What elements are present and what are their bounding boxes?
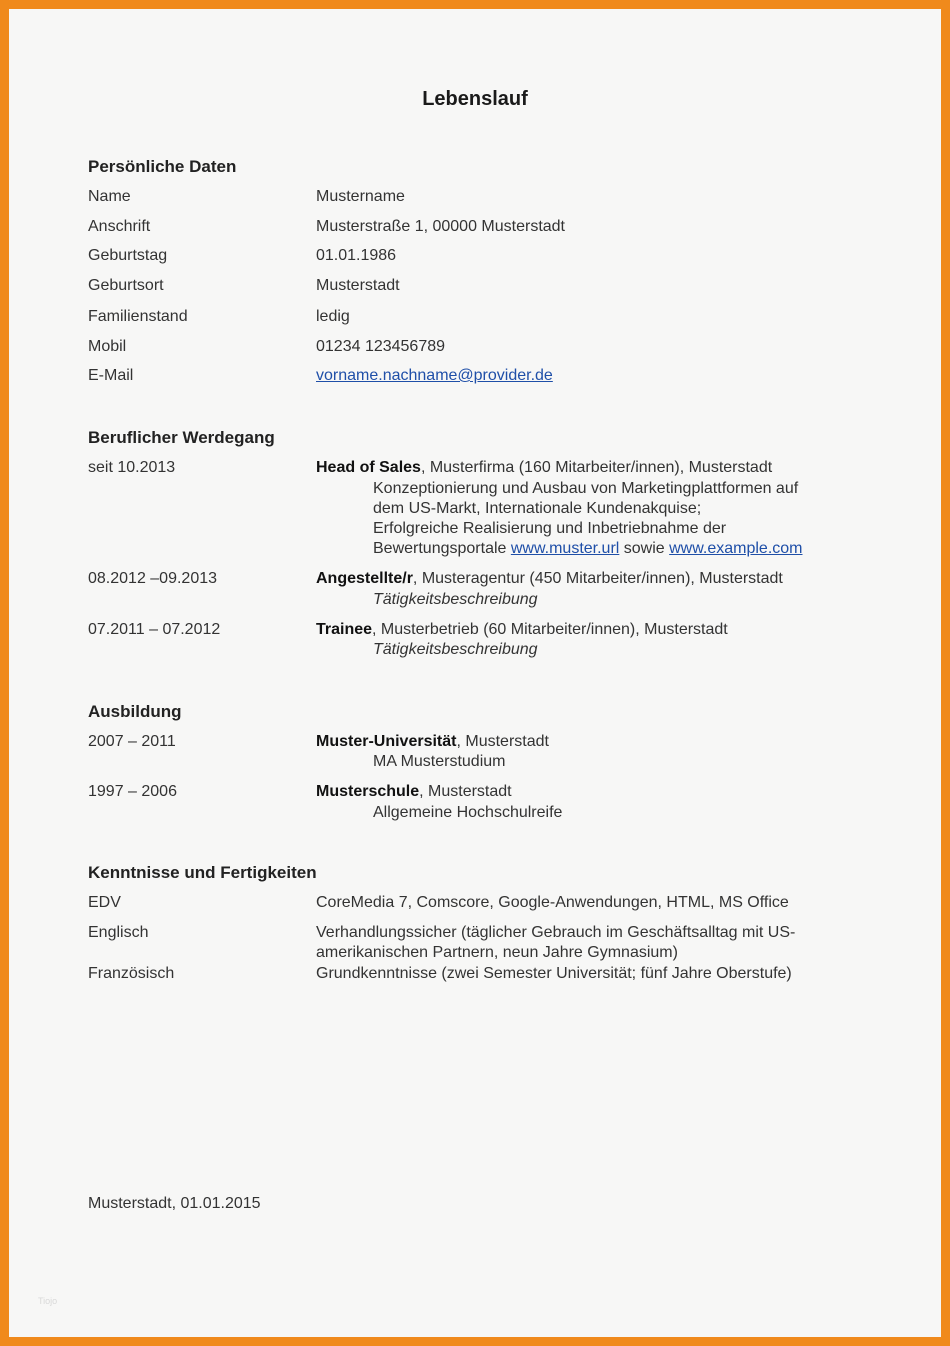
skill-value-french: Grundkenntnisse (zwei Semester Universität; fünf Jahre Oberstufe) bbox=[316, 965, 792, 982]
institution-place: , Musterstadt bbox=[419, 783, 512, 800]
job-description-line: Konzeptionierung und Ausbau von Marketingplattformen auf bbox=[373, 480, 799, 497]
education-date: 2007 – 2011 bbox=[88, 733, 176, 750]
education-date: 1997 – 2006 bbox=[88, 783, 177, 800]
value-name: Mustername bbox=[316, 188, 405, 205]
example-url-link[interactable]: www.example.com bbox=[669, 540, 803, 557]
skill-label-edv: EDV bbox=[88, 894, 121, 911]
institution-name: Muster-Universität bbox=[316, 733, 457, 750]
job-description-line: Erfolgreiche Realisierung und Inbetriebnahme der bbox=[373, 520, 727, 537]
label-birthdate: Geburtstag bbox=[88, 247, 168, 264]
section-heading-career: Beruflicher Werdegang bbox=[88, 428, 275, 447]
label-birthplace: Geburtsort bbox=[88, 277, 164, 294]
job-company: , Musterbetrieb (60 Mitarbeiter/innen), Musterstadt bbox=[372, 621, 728, 638]
education-degree: MA Musterstudium bbox=[373, 753, 506, 770]
education-degree: Allgemeine Hochschulreife bbox=[373, 804, 563, 821]
email-link[interactable]: vorname.nachname@provider.de bbox=[316, 367, 553, 384]
skill-label-english: Englisch bbox=[88, 924, 149, 941]
job-company: , Musterfirma (160 Mitarbeiter/innen), Musterstadt bbox=[420, 459, 773, 476]
career-position bbox=[316, 621, 728, 639]
connector-text: sowie bbox=[619, 540, 670, 557]
value-mobile: 01234 123456789 bbox=[316, 338, 446, 355]
value-marital-status: ledig bbox=[316, 308, 350, 325]
place-date: Musterstadt, 01.01.2015 bbox=[88, 1195, 261, 1212]
section-heading-skills: Kenntnisse und Fertigkeiten bbox=[88, 863, 317, 882]
skill-value-edv: CoreMedia 7, Comscore, Google-Anwendungen, HTML, MS Office bbox=[316, 894, 789, 911]
muster-url-link[interactable]: www.muster.url bbox=[510, 540, 620, 557]
education-institution bbox=[316, 783, 512, 801]
skill-value-english: Verhandlungssicher (täglicher Gebrauch im Geschäftsalltag mit US- bbox=[316, 924, 796, 941]
job-description-line bbox=[373, 540, 803, 558]
career-date: seit 10.2013 bbox=[88, 459, 176, 476]
job-title: Angestellte/r bbox=[316, 570, 413, 587]
career-date: 08.2012 –09.2013 bbox=[88, 570, 218, 587]
career-position bbox=[316, 570, 783, 588]
page-title: Lebenslauf bbox=[422, 88, 528, 110]
career-position bbox=[316, 459, 772, 477]
label-mobile: Mobil bbox=[88, 338, 127, 355]
job-description: Tätigkeitsbeschreibung bbox=[373, 591, 538, 608]
job-company: , Musteragentur (450 Mitarbeiter/innen), Musterstadt bbox=[412, 570, 783, 587]
portal-text: Bewertungsportale bbox=[373, 540, 511, 557]
skill-value-english: amerikanischen Partnern, neun Jahre Gymnasium) bbox=[316, 944, 678, 961]
section-heading-education: Ausbildung bbox=[88, 702, 182, 721]
label-marital-status: Familienstand bbox=[88, 308, 188, 325]
value-address: Musterstraße 1, 00000 Musterstadt bbox=[316, 218, 565, 235]
label-email: E-Mail bbox=[88, 367, 134, 384]
value-birthdate: 01.01.1986 bbox=[316, 247, 397, 264]
institution-place: , Musterstadt bbox=[456, 733, 549, 750]
job-title: Trainee bbox=[316, 621, 373, 638]
skill-label-french: Französisch bbox=[88, 965, 175, 982]
job-description-line: dem US-Markt, Internationale Kundenakquise; bbox=[373, 500, 702, 517]
value-birthplace: Musterstadt bbox=[316, 277, 400, 294]
job-title: Head of Sales bbox=[316, 459, 421, 476]
job-description: Tätigkeitsbeschreibung bbox=[373, 641, 538, 658]
institution-name: Musterschule bbox=[316, 783, 420, 800]
education-institution bbox=[316, 733, 549, 751]
watermark: Tiojo bbox=[38, 1296, 58, 1306]
section-heading-personal: Persönliche Daten bbox=[88, 157, 237, 176]
career-date: 07.2011 – 07.2012 bbox=[88, 621, 221, 638]
label-name: Name bbox=[88, 188, 131, 205]
label-address: Anschrift bbox=[88, 218, 151, 235]
